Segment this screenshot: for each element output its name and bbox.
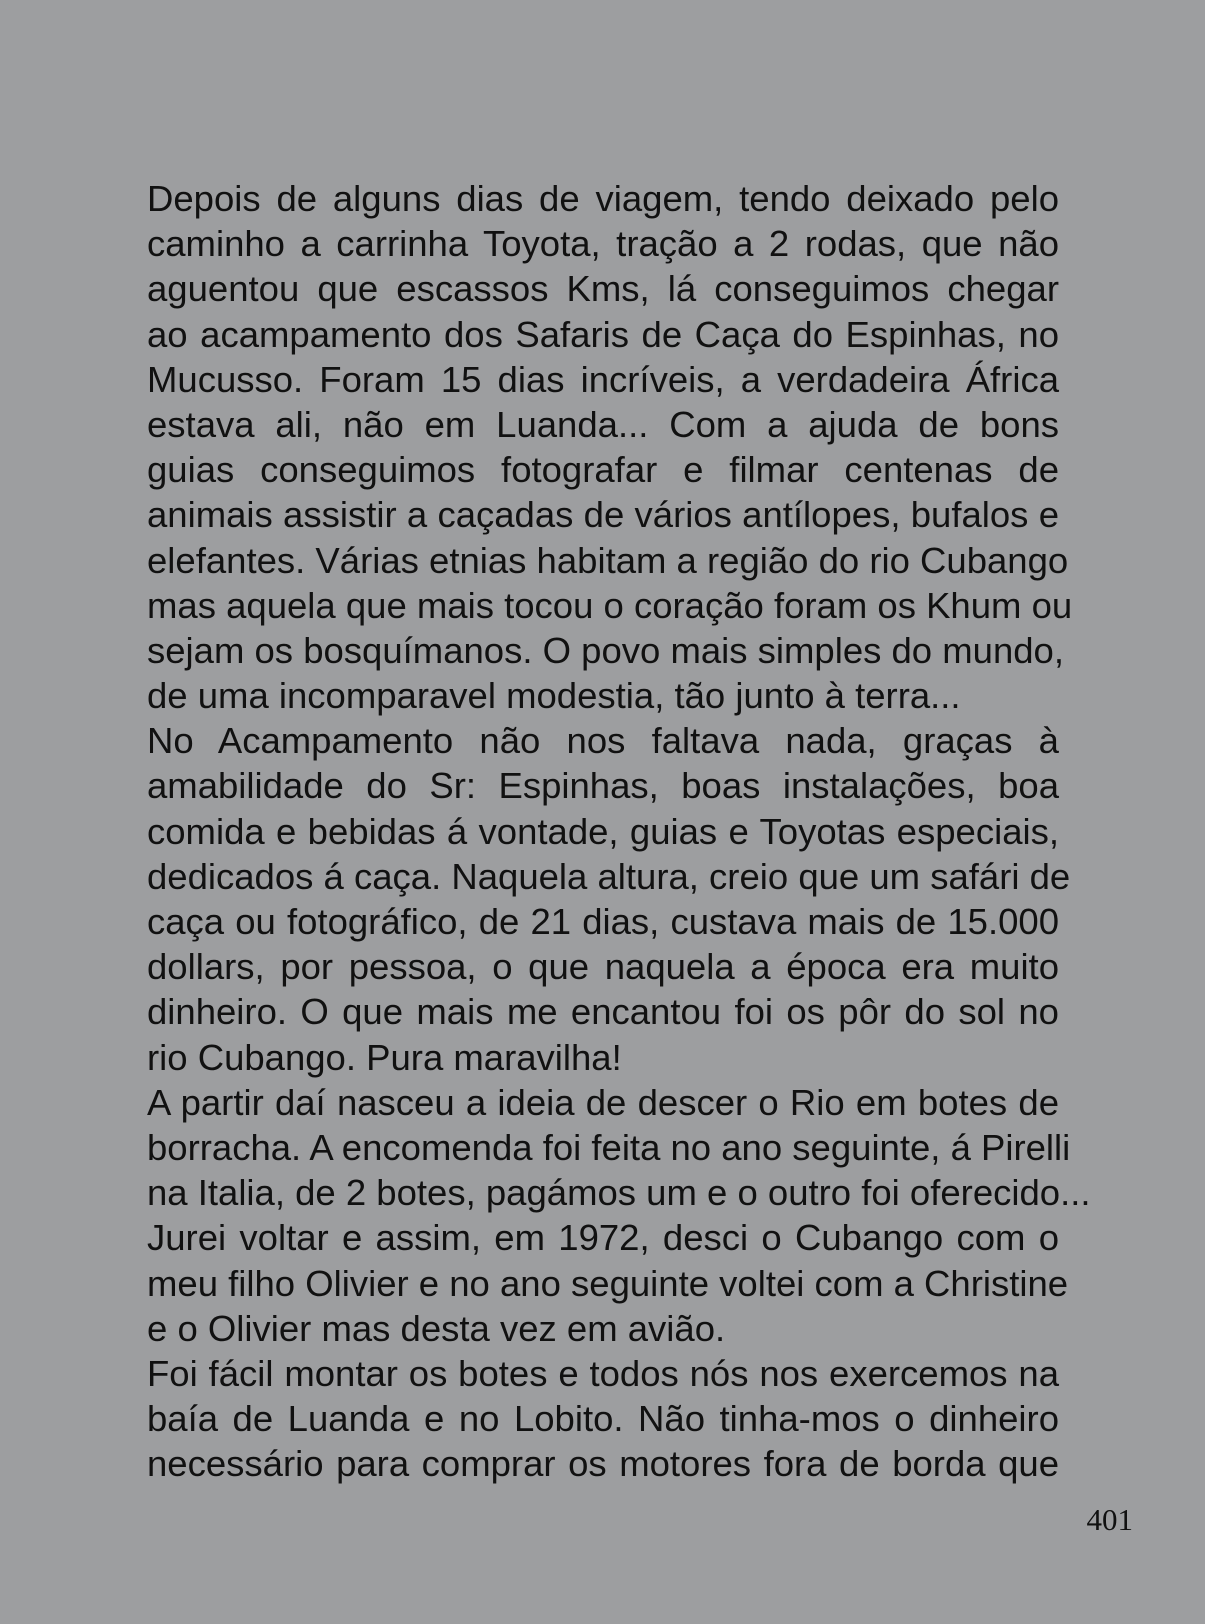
text-line: Depois de alguns dias de viagem, tendo deixado pelo xyxy=(147,178,1059,219)
text-line: baía de Luanda e no Lobito. Não tinha-mos o dinheiro xyxy=(147,1398,1059,1440)
text-line: dedicados á caça. Naquela altura, creio que um safári de xyxy=(147,855,1071,897)
text-line: ao acampamento dos Safaris de Caça do Espinhas, no xyxy=(147,313,1059,355)
text-line: e o Olivier mas desta vez em avião. xyxy=(147,1307,726,1349)
text-line: dinheiro. O que mais me encantou foi os pôr do sol no xyxy=(147,991,1059,1033)
page-number: 401 xyxy=(1086,1502,1133,1537)
paragraph xyxy=(147,176,1073,718)
text-line: caça ou fotográfico, de 21 dias, custava mais de 15.000 xyxy=(147,901,1059,942)
text-line: animais assistir a caçadas de vários antílopes, bufalos e xyxy=(147,494,1059,536)
paragraph xyxy=(147,1351,1059,1487)
paragraph xyxy=(147,1080,1091,1351)
paragraph xyxy=(147,718,1071,1080)
text-line: Mucusso. Foram 15 dias incríveis, a verdadeira África xyxy=(147,358,1059,400)
text-line: guias conseguimos fotografar e filmar centenas de xyxy=(147,449,1059,491)
text-line: amabilidade do Sr: Espinhas, boas instalações, boa xyxy=(147,765,1059,807)
text-line: necessário para comprar os motores fora de borda que xyxy=(147,1443,1059,1485)
text-line: sejam os bosquímanos. O povo mais simples do mundo, xyxy=(147,629,1064,671)
body-text xyxy=(147,176,1091,1486)
text-line: de uma incomparavel modestia, tão junto à terra... xyxy=(147,675,961,717)
text-line: dollars, por pessoa, o que naquela a época era muito xyxy=(147,946,1059,988)
text-line: caminho a carrinha Toyota, tração a 2 rodas, que não xyxy=(147,223,1059,265)
text-line: mas aquela que mais tocou o coração foram os Khum ou xyxy=(147,584,1073,626)
text-line: elefantes. Várias etnias habitam a região do rio Cubango xyxy=(147,539,1069,581)
text-line: Jurei voltar e assim, em 1972, desci o Cubango com o xyxy=(147,1217,1059,1259)
text-line: estava ali, não em Luanda... Com a ajuda de bons xyxy=(147,403,1059,445)
text-line: rio Cubango. Pura maravilha! xyxy=(147,1036,622,1078)
text-line: aguentou que escassos Kms, lá conseguimos chegar xyxy=(147,268,1059,310)
text-line: na Italia, de 2 botes, pagámos um e o outro foi oferecido... xyxy=(147,1172,1091,1214)
text-line: A partir daí nasceu a ideia de descer o Rio em botes de xyxy=(147,1081,1059,1123)
text-line: borracha. A encomenda foi feita no ano seguinte, á Pirelli xyxy=(147,1126,1071,1168)
text-line: Foi fácil montar os botes e todos nós nos exercemos na xyxy=(147,1352,1059,1394)
text-line: comida e bebidas á vontade, guias e Toyotas especiais, xyxy=(147,810,1059,852)
text-line: meu filho Olivier e no ano seguinte voltei com a Christine xyxy=(147,1262,1069,1304)
text-line: No Acampamento não nos faltava nada, graças à xyxy=(147,720,1059,762)
